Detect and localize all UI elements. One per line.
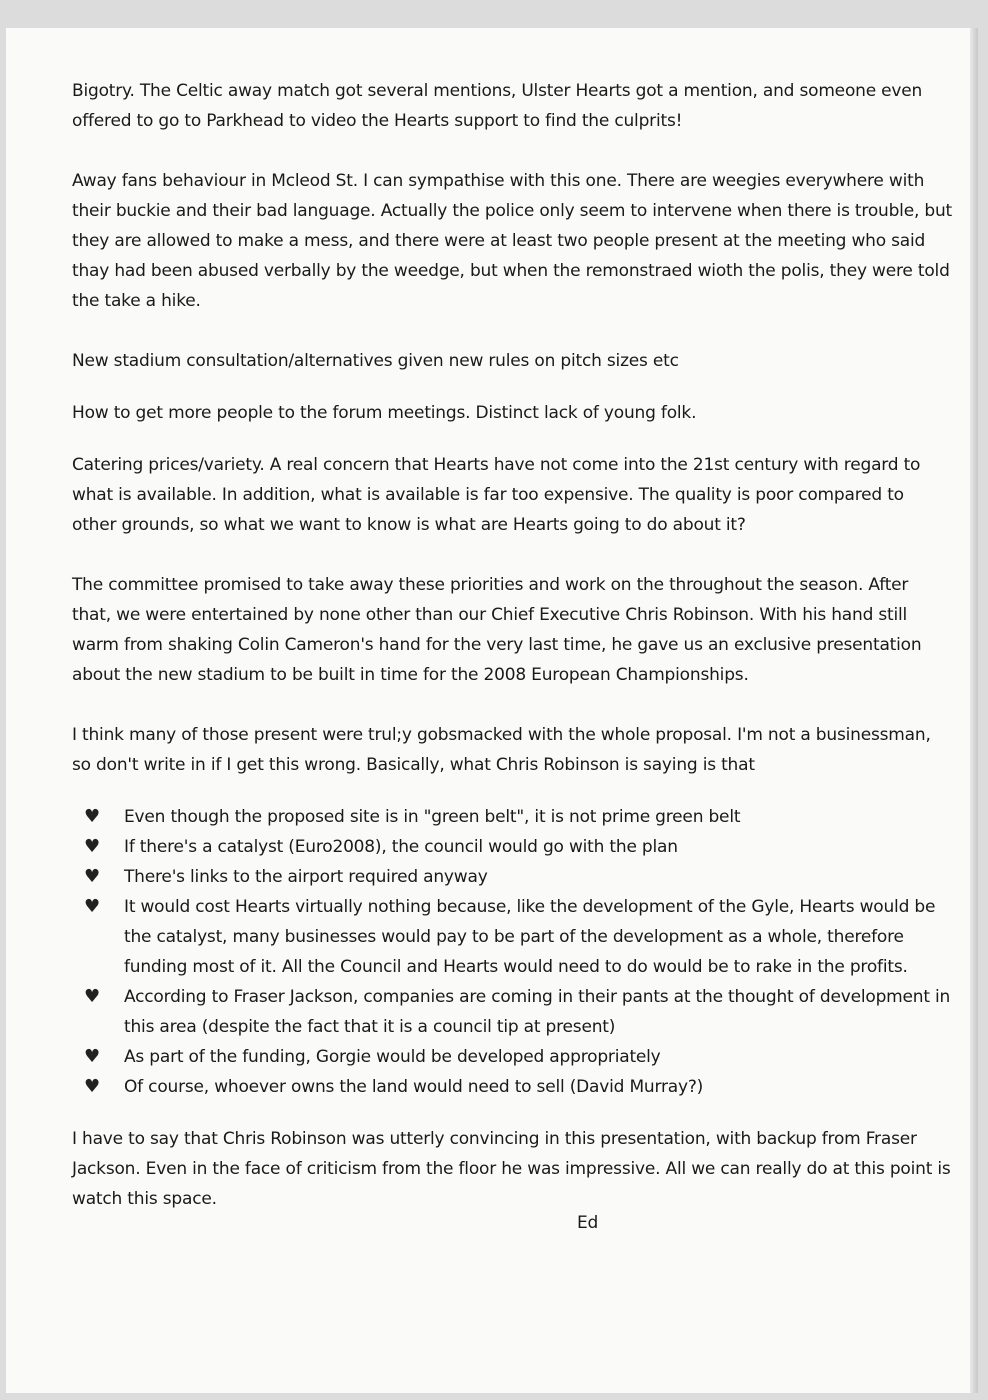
- bullet-text: According to Fraser Jackson, companies are coming in their pants at the thought of development in this area (despite the fact that it is a council tip at present): [124, 987, 951, 1037]
- list-item: [72, 1042, 952, 1072]
- heart-icon: ♥: [84, 1076, 100, 1097]
- list-item: [72, 982, 952, 1042]
- bullet-text: Even though the proposed site is in "green belt", it is not prime green belt: [124, 807, 741, 827]
- heart-icon: ♥: [84, 806, 100, 827]
- bullet-text: Of course, whoever owns the land would need to sell (David Murray?): [124, 1077, 704, 1097]
- bullet-text: If there's a catalyst (Euro2008), the council would go with the plan: [124, 837, 678, 857]
- bullet-text: It would cost Hearts virtually nothing because, like the development of the Gyle, Hearts would be the catalyst, many businesses would pay to be part of the development as a whole, therefore funding most of it. All the Council and Hearts would need to do would be to rake in the profits.: [124, 897, 936, 977]
- list-item: [72, 892, 952, 982]
- heart-icon: ♥: [84, 836, 100, 857]
- paragraph-bigotry: Bigotry. The Celtic away match got several mentions, Ulster Hearts got a mention, and someone even offered to go to Parkhead to video the Hearts support to find the culprits!: [72, 81, 923, 131]
- list-item: [72, 1072, 952, 1102]
- paragraph-proposal-intro: I think many of those present were trul;y gobsmacked with the whole proposal. I'm not a businessman, so don't write in if I get this wrong. Basically, what Chris Robinson is saying is that: [72, 725, 931, 775]
- paragraph-forum-meetings: How to get more people to the forum meetings. Distinct lack of young folk.: [72, 403, 697, 423]
- paragraph-stadium-consultation: New stadium consultation/alternatives given new rules on pitch sizes etc: [72, 351, 679, 371]
- heart-icon: ♥: [84, 896, 100, 917]
- heart-icon: ♥: [84, 1046, 100, 1067]
- signature: Ed: [577, 1213, 599, 1233]
- proposal-bullet-list: [72, 802, 952, 1102]
- heart-icon: ♥: [84, 866, 100, 887]
- paragraph-committee: The committee promised to take away these priorities and work on the throughout the season. After that, we were entertained by none other than our Chief Executive Chris Robinson. With his hand still warm from shaking Colin Cameron's hand for the very last time, he gave us an exclusive presentation about the new stadium to be built in time for the 2008 European Championships.: [72, 575, 922, 685]
- heart-icon: ♥: [84, 986, 100, 1007]
- list-item: [72, 862, 952, 892]
- bullet-text: There's links to the airport required anyway: [124, 867, 488, 887]
- paragraph-away-fans: Away fans behaviour in Mcleod St. I can sympathise with this one. There are weegies everywhere with their buckie and their bad language. Actually the police only seem to intervene when there is trouble, but they are allowed to make a mess, and there were at least two people present at the meeting who said thay had been abused verbally by the weedge, but when the remonstraed wioth the polis, they were told the take a hike.: [72, 171, 952, 311]
- paragraph-closing: I have to say that Chris Robinson was utterly convincing in this presentation, with backup from Fraser Jackson. Even in the face of criticism from the floor he was impressive. All we can really do at this point is watch this space.: [72, 1129, 951, 1209]
- bullet-text: As part of the funding, Gorgie would be developed appropriately: [124, 1047, 661, 1067]
- list-item: [72, 832, 952, 862]
- article-body: [72, 76, 952, 1238]
- list-item: [72, 802, 952, 832]
- page-edge: [970, 28, 978, 1393]
- paragraph-catering: Catering prices/variety. A real concern that Hearts have not come into the 21st century with regard to what is available. In addition, what is available is far too expensive. The quality is poor compared to other grounds, so what we want to know is what are Hearts going to do about it?: [72, 455, 921, 535]
